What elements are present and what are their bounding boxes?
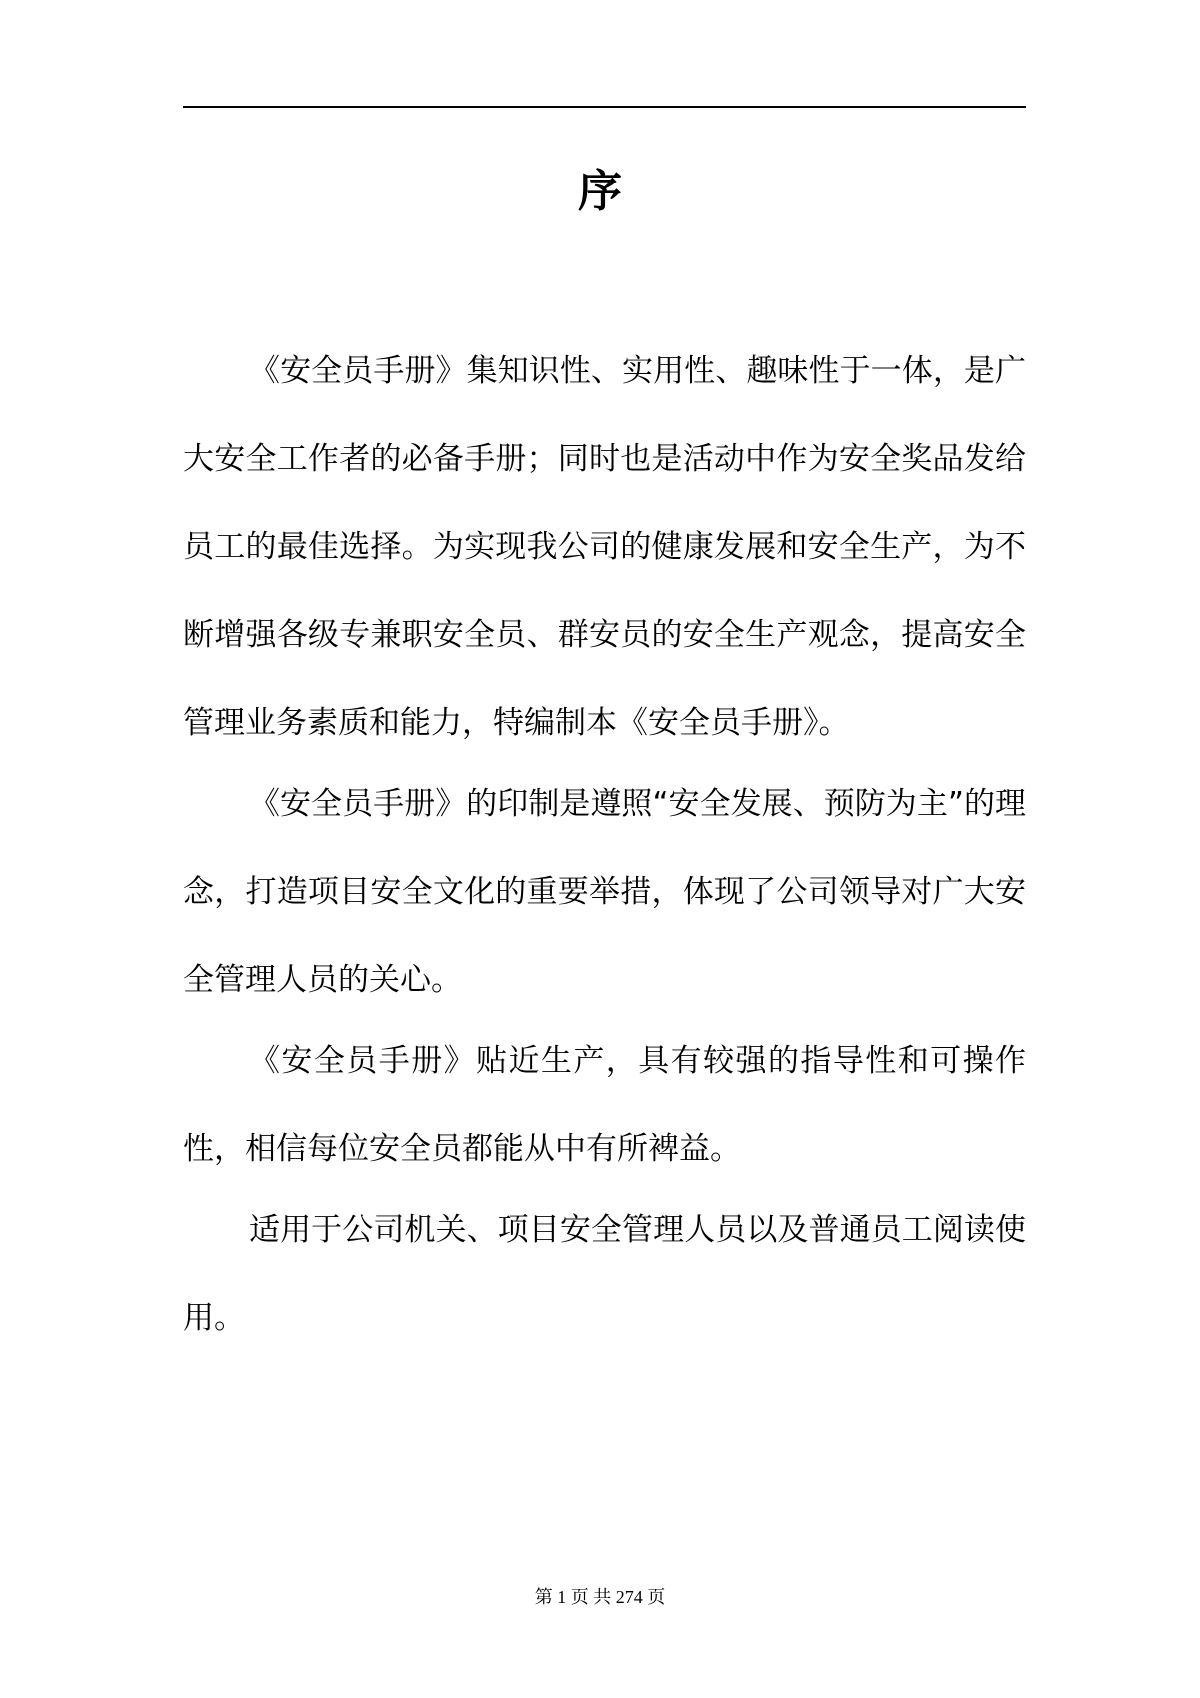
header-rule [183, 106, 1026, 108]
page-title: 序 [578, 166, 622, 217]
paragraph-benefit: 《安全员手册》贴近生产，具有较强的指导性和可操作性，相信每位安全员都能从中有所裨益。 [183, 1043, 1026, 1167]
paragraph-purpose: 《安全员手册》的印制是遵照“安全发展、预防为主”的理念，打造项目安全文化的重要举措，体现了公司领导对广大安全管理人员的关心。 [183, 786, 1026, 998]
paragraph-audience: 适用于公司机关、项目安全管理人员以及普通员工阅读使用。 [183, 1212, 1026, 1336]
page-number-footer: 第 1 页 共 274 页 [534, 1587, 666, 1607]
paragraph-intro: 《安全员手册》集知识性、实用性、趣味性于一体，是广大安全工作者的必备手册；同时也是活动中作为安全奖品发给员工的最佳选择。为实现我公司的健康发展和安全生产，为不断增强各级专兼职安全员、群安员的安全生产观念，提高安全管理业务素质和能力，特编制本《安全员手册》。 [183, 353, 1026, 741]
body-text [183, 327, 1026, 1362]
